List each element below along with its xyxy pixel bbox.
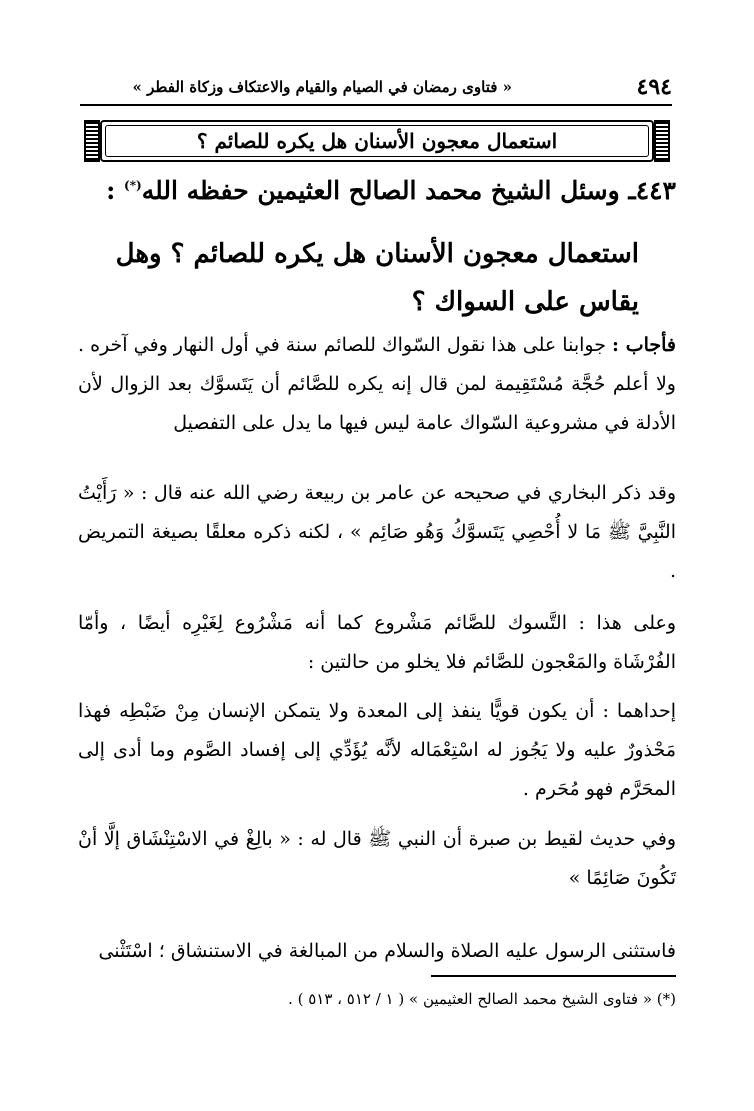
question-text: استعمال معجون الأسنان هل يكره للصائم ؟ وهل يقاس على السواك ؟ — [115, 239, 639, 317]
banner-title: استعمال معجون الأسنان هل يكره للصائم ؟ — [196, 129, 558, 153]
section-banner — [100, 120, 654, 162]
banner-ornament-left — [84, 120, 100, 162]
question-heading — [78, 176, 676, 205]
answer-paragraph-6: فاستثنى الرسول عليه الصلاة والسلام من المبالغة في الاستنشاق ؛ اسْتَثْنى — [98, 940, 676, 962]
answer-paragraph-4: إحداهما : أن يكون قويًّا ينفذ إلى المعدة ولا يتمكن الإنسان مِنْ ضَبْطِه فهذا مَحْذورٌ عليه ولا يَجُوز له اسْتِعْمَاله لأنَّه يُؤَدِّي إلى إفساد الصَّوم وما أدى إلى المحَرَّم فهو مُحَرم . — [78, 700, 676, 800]
answer-paragraph-3: وعلى هذا : التَّسوك للصَّائم مَشْروع كما أنه مَشْرُوع لِغَيْرِه أيضًا ، وأمّا الفُرْشَاة والمَعْجون للصَّائم فلا يخلو من حالتين : — [78, 612, 676, 673]
answer-paragraph-2: وقد ذكر البخاري في صحيحه عن عامر بن ربيعة رضي الله عنه قال : « رَأَيْتُ النَّبِيَّ ﷺ مَا لا أُحْصِي يَتَسوَّكُ وَهُو صَائِم » ، لكنه ذكره معلقًا بصيغة التمريض . — [78, 482, 676, 582]
footnote: (*) « فتاوى الشيخ محمد الصالح العثيمين » ( ١ / ٥١٢ ، ٥١٣ ) . — [288, 990, 676, 1008]
banner-ornament-right — [654, 120, 670, 162]
answer-paragraph-5: وفي حديث لقيط بن صبرة أن النبي ﷺ قال له : « بالِغْ في الاسْتِنْشَاق إلَّا أنْ تَكُونَ صَائِمًا » — [78, 828, 676, 889]
running-header — [80, 72, 672, 106]
running-title: « فتاوى رمضان في الصيام والقيام والاعتكاف وزكاة الفطر » — [132, 78, 512, 96]
question-heading-colon: : — [106, 176, 116, 205]
page-number: ٤٩٤ — [636, 74, 672, 100]
answer-paragraph-1 — [78, 326, 676, 443]
question-heading-text: ٤٤٣ـ وسئل الشيخ محمد الصالح العثيمين حفظه الله — [141, 176, 676, 205]
answer-paragraph-1-text: جوابنا على هذا نقول السّواك للصائم سنة في أول النهار وفي آخره . ولا أعلم حُجَّة مُسْتَقِيمة لمن قال إنه يكره للصَّائم أن يَتَسوَّك بعد الزوال لأن الأدلة في مشروعية السّواك عامة ليس فيها ما يدل على التفصيل — [78, 334, 676, 434]
footnote-marker: (*) — [124, 178, 142, 193]
answer-lead: فأجاب : — [612, 334, 677, 356]
footnote-divider — [431, 975, 676, 977]
